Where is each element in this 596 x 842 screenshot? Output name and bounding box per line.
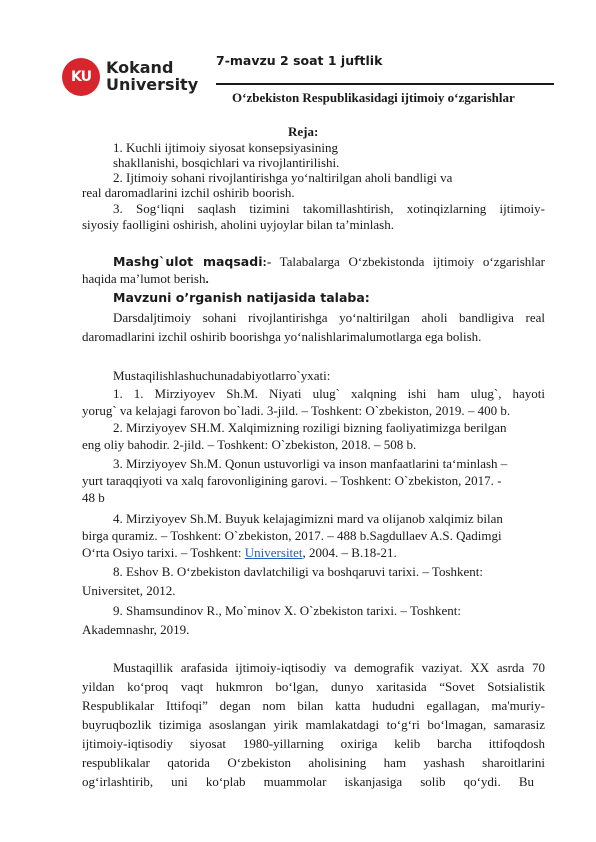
goal-line — [113, 254, 545, 270]
logo-mark: KU — [62, 58, 100, 96]
outcome-heading: Mavzuni o’rganish natijasida talaba: — [113, 290, 370, 305]
goal-dot: . — [205, 271, 209, 286]
plan-line: real daromadlarini izchil oshirib boorish. — [82, 185, 295, 200]
literature-line: 3. Mirziyoyev Sh.M. Qonun ustuvorligi va inson manfaatlarini ta‘minlash – — [113, 456, 508, 471]
plan-line: 3. Sog‘liqni saqlash tizimini takomillashtirish, xotinqizlarning ijtimoiy- — [113, 201, 545, 216]
literature-line: 4. Mirziyoyev Sh.M. Buyuk kelajagimizni mard va olijanob xalqimiz bilan — [113, 511, 503, 526]
plan-line: shakllanishi, bosqichlari va rivojlantirilishi. — [113, 155, 340, 170]
goal-separator: :- — [262, 254, 272, 269]
literature-line: 8. Eshov B. O‘zbekiston davlatchiligi va boshqaruvi tarixi. – Toshkent: — [113, 564, 484, 579]
literature-line: eng oliy bahodir. 2-jild. – Toshkent: O`zbekiston, 2018. – 508 b. — [82, 437, 417, 452]
literature-line: yorug` va kelajagi farovon bo`ladi. 3-jild. – Toshkent: O`zbekiston, 2019. – 400 b. — [82, 403, 511, 418]
body-line: yildan ko‘proq vaqt hukmron bo‘lgan, dunyo xaritasida “Sovet Sotsialistik — [82, 679, 545, 694]
goal-text: Talabalarga O‘zbekistonda ijtimoiy o‘zgarishlar — [271, 254, 545, 269]
plan-heading: Reja: — [288, 124, 319, 139]
body-line: ijtimoiy-iqtisodiy siyosat 1980-yillarning oxiriga kelib barcha ittifoqdosh — [82, 736, 545, 751]
body-line: buyruqbozlik tizimiga asoslangan yirik mamlakatdagi to‘g‘ri bo‘lmagan, samarasiz — [82, 717, 545, 732]
literature-text: , 2004. – B.18-21. — [302, 545, 397, 560]
header-divider — [216, 83, 554, 85]
body-line: Respublikalar Ittifoqi” degan nom bilan katta hududni egallagan, ma'muriy- — [82, 698, 545, 713]
university-logo — [62, 58, 207, 100]
goal-line — [82, 271, 209, 287]
topic-label: 7-mavzu 2 soat 1 juftlik — [216, 53, 383, 68]
page-title: O‘zbekiston Respublikasidagi ijtimoiy o‘zgarishlar — [232, 90, 515, 105]
literature-line: 2. Mirziyoyev SH.M. Xalqimizning roziligi bizning faoliyatimizga berilgan — [113, 420, 507, 435]
universitet-link[interactable]: Universitet — [244, 545, 303, 560]
goal-label: Mashg`ulot maqsadi — [113, 254, 263, 269]
plan-line: siyosiy faolligini oshirish, aholini uyjoylar bilan ta’minlash. — [82, 217, 394, 232]
plan-line: 2. Ijtimoiy sohani rivojlantirishga yo‘naltirilgan aholi bandligi va — [113, 170, 453, 185]
literature-heading: Mustaqilishlashuchunadabiyotlarro`yxati: — [113, 368, 331, 383]
literature-line: birga quramiz. – Toshkent: O`zbekiston, 2017. – 488 b.Sagdullaev A.S. Qadimgi — [82, 528, 502, 543]
body-line: og‘irlashtirib, uni ko‘plab muammolar iskanjasiga solib qo‘ydi. Bu — [82, 774, 534, 789]
literature-line: Universitet, 2012. — [82, 583, 176, 598]
body-line: Mustaqillik arafasida ijtimoiy-iqtisodiy va demografik vaziyat. XX asrda 70 — [113, 660, 545, 675]
goal-text: haqida ma’lumot berish — [82, 271, 206, 286]
literature-text: O‘rta Osiyo tarixi. – Toshkent: — [82, 545, 245, 560]
logo-line-2: University — [106, 75, 199, 94]
literature-line: 48 b — [82, 490, 105, 505]
literature-line: 1. 1. Mirziyoyev Sh.M. Niyati ulug` xalqning ishi ham ulug`, hayoti — [113, 386, 545, 401]
plan-line: 1. Kuchli ijtimoiy siyosat konsepsiyasining — [113, 140, 338, 155]
body-line: respublikalar qatorida O‘zbekiston aholisining ham yashash sharoitlarini — [82, 755, 545, 770]
outcome-line: Darsdaljtimoiy sohani rivojlantirishga yo‘naltirilgan aholi bandligiva real — [113, 310, 545, 325]
logo-line-1: Kokand — [106, 58, 174, 77]
literature-line — [82, 545, 397, 561]
literature-line: 9. Shamsundinov R., Mo`minov X. O`zbekiston tarixi. – Toshkent: — [113, 603, 462, 618]
literature-line: yurt taraqqiyoti va xalq farovonligining garovi. – Toshkent: O`zbekiston, 2017. - — [82, 473, 502, 488]
logo-wordmark — [106, 59, 198, 93]
outcome-line: daromadlarini izchil oshirib boorishga yo‘nalishlarimalumotlarga ega bolish. — [82, 329, 482, 344]
literature-line: Akademnashr, 2019. — [82, 622, 190, 637]
